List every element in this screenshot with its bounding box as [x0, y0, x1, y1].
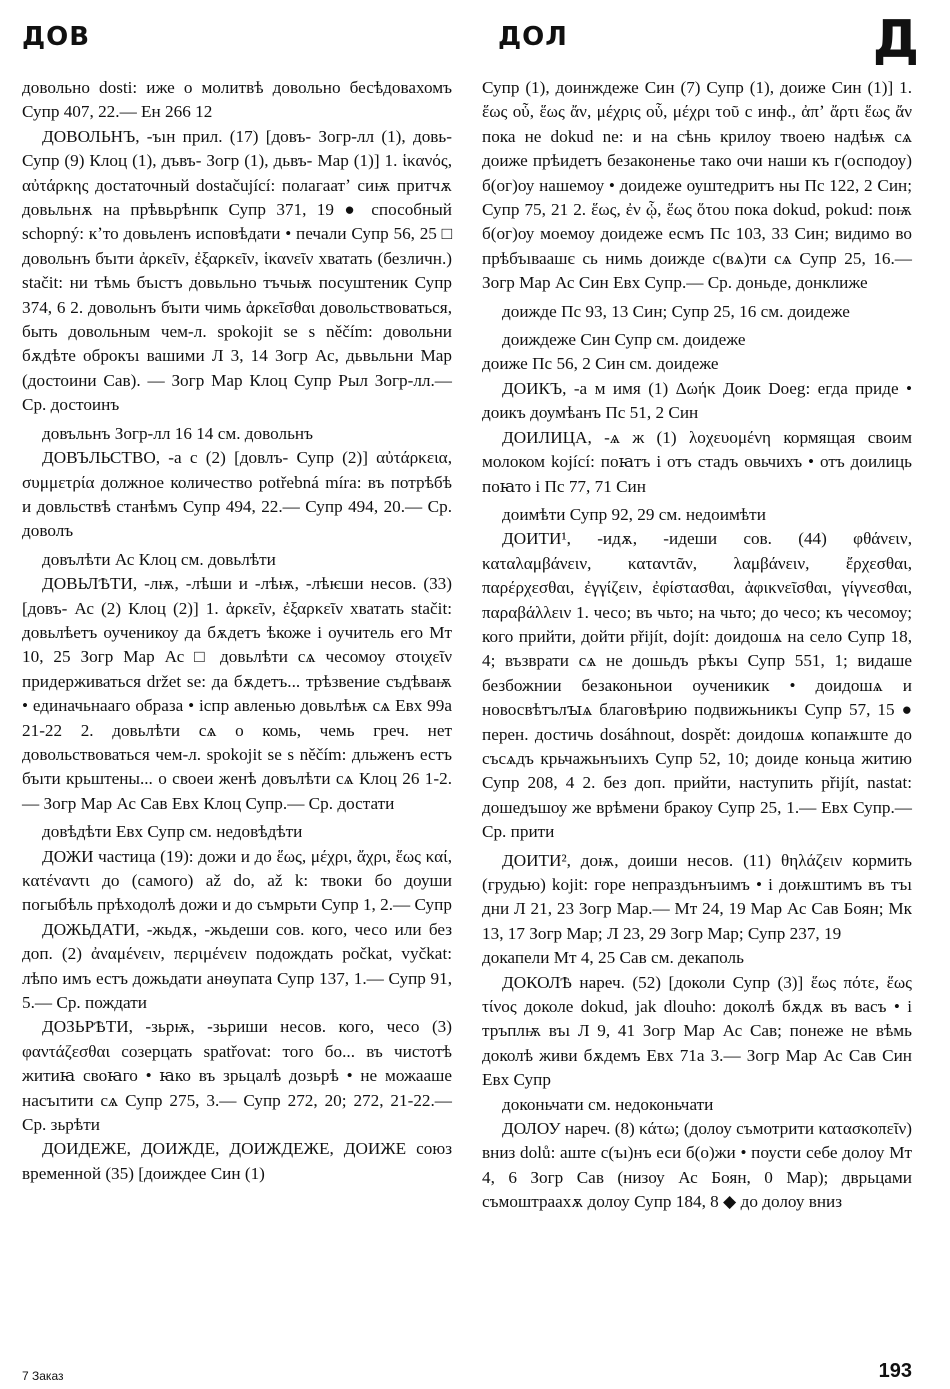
- dictionary-entry: ДОКОЛѢ нареч. (52) [доколи Супр (3)] ἕως πότε, ἕως τίνος доколе dokud, jak dlouho: доколѣ бѫдѫ въ васъ • і тръплѭ въı Л 9, 41 Зогр Мар Ас Сав; понеже не вѣмь доколѣ живи бѫдемъ Евх 71а 3.— Зогр Мар Ас Сав Син Евх Супр: [482, 972, 912, 1090]
- section-letter: Д: [872, 10, 920, 70]
- dictionary-entry: Супр (1), доинждеже Син (7) Супр (1), доиже Син (1)] 1. ἕως οὗ, ἕως ἄν, μέχρις οὗ, μέχρι τοῦ с инф., ἀπʼ ἄρτι ἕως ἄν пока не dokud ne: и на сѣнь крилоу твоею надѣѭ сѧ доиже прѣидетъ безаконенье тако очи наши къ г(осподоу) б(ог)оу нашемоу • доидеже оуштедритъ ны Пс 122, 2 Син; Супр 75, 21 2. ἕως, ἐν ᾧ, ἕως ὅτου пока dokud, pokud: поѭ б(ог)оу моемоу доидеже есмъ Пс 103, 33 Син; видимо во прѣбъıваашє сь нимь доиждe с(вѧ)ти сѧ Супр 25, 16.— Зогр Мар Ас Син Евх Супр.— Ср. доньде, донклиже: [482, 78, 912, 293]
- running-head-right: ДОЛ: [498, 22, 568, 52]
- dictionary-entry: ДОЖЬДАТИ, -жьдѫ, -жьдеши сов. кого, чесо или без доп. (2) ἀναμένειν, περιμένειν подождать počkat, vyčkat: лѣпо имъ естъ дожьдати анѳупата Супр 137, 1.— Супр 91, 5.— Ср. пождати: [22, 919, 452, 1013]
- dictionary-entry: ДОИДЕЖЕ, ДОИЖДЕ, ДОИЖДЕЖЕ, ДОИЖЕ союз временной (35) [доиждее Син (1): [22, 1139, 452, 1183]
- dictionary-entry: докапели Мт 4, 25 Сав см. декаполь: [482, 948, 744, 968]
- right-column: [482, 76, 912, 1215]
- running-head-left: ДОВ: [22, 22, 91, 52]
- dictionary-entry: ДОИТИ¹, -идѫ, -идеши сов. (44) φθάνειν, καταλαμβάνειν, καταντᾶν, λαμβάνειν, ἔρχεσθαι, παρέρχεσθαι, ἐγγίζειν, ἐφίστασθαι, ἀφικνεῖσθαι, γίγνεσθαι, παραβάλλειν 1. чесо; въ чьто; на чьто; до чесо; къ чесомоу; кого прийти, дойти přijít, dojít: доидошѧ на село Супр 18, 4; възврати сѧ не дошьдъ рѣкъı Супр 551, 1; видаше безбожнии безаконьнои оученикик • доидошѧ и новосвѣтълꙑѧ благовѣрию подвижьникъı Супр 57, 15 ● перен. достичь dosáhnout, dospět: доидошѧ копаѭште до съсѧдъ крьчажьнъıихъ Супр 52, 10; доиде коньца житию Супр 208, 4 2. без доп. прийти, наступить přijít, nastat: дошедъшоу же врѣмени бракоу Супр 25, 1.— Евх Супр.— Ср. прити: [482, 529, 912, 842]
- printer-signature: 7 Заказ: [22, 1369, 64, 1383]
- dictionary-entry: доимѣти Супр 92, 29 см. недоимѣти: [502, 504, 766, 524]
- dictionary-entry: ДОЖИ частица (19): дожи и до ἕως, μέχρι, ἄχρι, ἕως καί, κατέναντι до (самого) až do, až k: твоки бо доуши погыбѣль прѣходолѣ дожи и до съмрьти Супр 1, 2.— Супр: [22, 846, 452, 915]
- dictionary-entry: ДОВЬЛѢТИ, -лѭ, -лѣши и -лѣѭ, -лѣѥши несов. (33) [довъ- Ас (2) Клоц (2)] 1. ἀρκεῖν, ἐξαρκεῖν хватать stačit: довьлѣетъ оученикоу да бѫдетъ ѣкоже і оучитель его Мт 10, 25 Зогр Мар Ас □ довьлѣти сѧ чесомоу στοιχεῖν придерживаться držet se: да бѫдетъ... трѣзвение съдѣваѭ • единачьнааго образа • іспр авленью довьлѣѭ сѧ Евх 99а 21-22 2. довьлѣти сѧ о комь, чемь греч. нет довольствоваться чем-л. spokojit se s něčím: дльженъ естъ бъıти крьштены... о своеи женѣ довълѣти сѧ Клоц 26 1-2.— Зогр Мар Ас Сав Евх Клоц Супр.— Ср. достати: [22, 574, 452, 813]
- dictionary-entry: ДОЛОУ нареч. (8) κάτω; (долоу съмотрити κατασκοπεῖν) вниз dolů: аште с(ъı)нъ еси б(о)жи • поусти себе долоу Мт 4, 6 Зогр Сав (низоу Ас Боян, 0 Мар); дврьцами съмоштраахѫ долоу Супр 184, 8 ◆ до долоу вниз: [482, 1119, 912, 1212]
- dictionary-entry: ДОЗЬРѢТИ, -зьрѭ, -зьриши несов. кого, чесо (3) φαντάζεσθαι созерцать spatřovat: того бо... въ чистотѣ житиꙗ своꙗго • ꙗко въ зрьцалѣ дозьрѣ • не можааше насъıтити сѧ Супр 275, 3.— Супр 272, 20; 272, 21-22.— Ср. зьрѣти: [22, 1017, 452, 1135]
- dictionary-entry: ДОВОЛЬНЪ, -ъıн прил. (17) [довъ- Зогр-лл (1), довь- Супр (9) Клоц (1), дъвъ- Зогр (1), дьвъ- Мар (1)] 1. ἱκανός, αὐτάρκης достаточный dostačující: полагаатʼ сиѭ притчѫ довьльнѫ на прѣвьрѣнпк Супр 371, 19 ● способный schopný: кʼто довьленъ исповѣдати • печали Супр 56, 25 □ довольнъ бъıти ἀρκεῖν, ἐξαρκεῖν, ἱκανεῖν хватать (безличн.) stačit: ни тѣмь бъıстъ довьльно тъчьѭ посуштеник Супр 374, 6 2. довольнъ бъıти чимь ἀρκεῖσθαι довольствоваться, быть довольным чем-л. spokojit se s něčím: довольни бѫдѣте оброкъı вашими Л 3, 14 Зогр Ас, дьвьльни Мар (достоини Сав). — Зогр Мар Клоц Супр Рыл Зогр-лл.— Ср. достоинъ: [22, 126, 452, 415]
- dictionary-entry: доконьчати см. недоконьчати: [502, 1094, 714, 1114]
- dictionary-entry: ДОИТИ², доѭ, доиши несов. (11) θηλάζειν кормить (грудью) kojit: горе непраздънъıимъ • і доѭштимъ въ тъı дни Л 21, 23 Зогр Мар.— Мт 24, 19 Мар Ас Сав Боян; Мк 13, 17 Зогр Мар; Л 23, 29 Зогр Мар; Супр 237, 19: [482, 850, 912, 943]
- dictionary-entry: довѣдѣти Евх Супр см. недовѣдѣти: [42, 822, 303, 842]
- dictionary-entry: довъльнъ Зогр-лл 16 14 см. довольнъ: [42, 423, 314, 443]
- dictionary-entry: довълѣти Ас Клоц см. довьлѣти: [42, 549, 276, 569]
- dictionary-entry: ДОВЪЛЬСТВО, -а с (2) [довлъ- Супр (2)] αὐτάρκεια, συμμετρία должное количество potřebná míra: въ потрѣбѣ и довльствѣ станѣмъ Супр 494, 22.— Супр 494, 20.— Ср. доволъ: [22, 448, 452, 541]
- dictionary-entry: доиже Пс 56, 2 Син см. доидеже: [482, 354, 719, 374]
- dictionary-entry: довольно dosti: иже о молитвѣ довольно бесѣдовахомъ Супр 407, 22.— Ен 266 12: [22, 78, 452, 122]
- dictionary-entry: доиждеже Син Супр см. доидеже: [502, 330, 746, 350]
- dictionary-entry: доиждe Пс 93, 13 Син; Супр 25, 16 см. доидеже: [502, 301, 850, 321]
- page-number: 193: [878, 1360, 912, 1382]
- dictionary-entry: ДОИЛИЦА, -ѧ ж (1) λοχευομένη кормящая своим молоком kojící: поꙗтъ і отъ стадъ овьчихъ • отъ доилиць поꙗто і Пс 77, 71 Син: [482, 427, 912, 496]
- left-column: [22, 76, 452, 1186]
- dictionary-entry: ДОИКЪ, -а м имя (1) Δωήκ Доик Doeg: егда приде • доикъ доумѣанъ Пс 51, 2 Син: [482, 378, 912, 423]
